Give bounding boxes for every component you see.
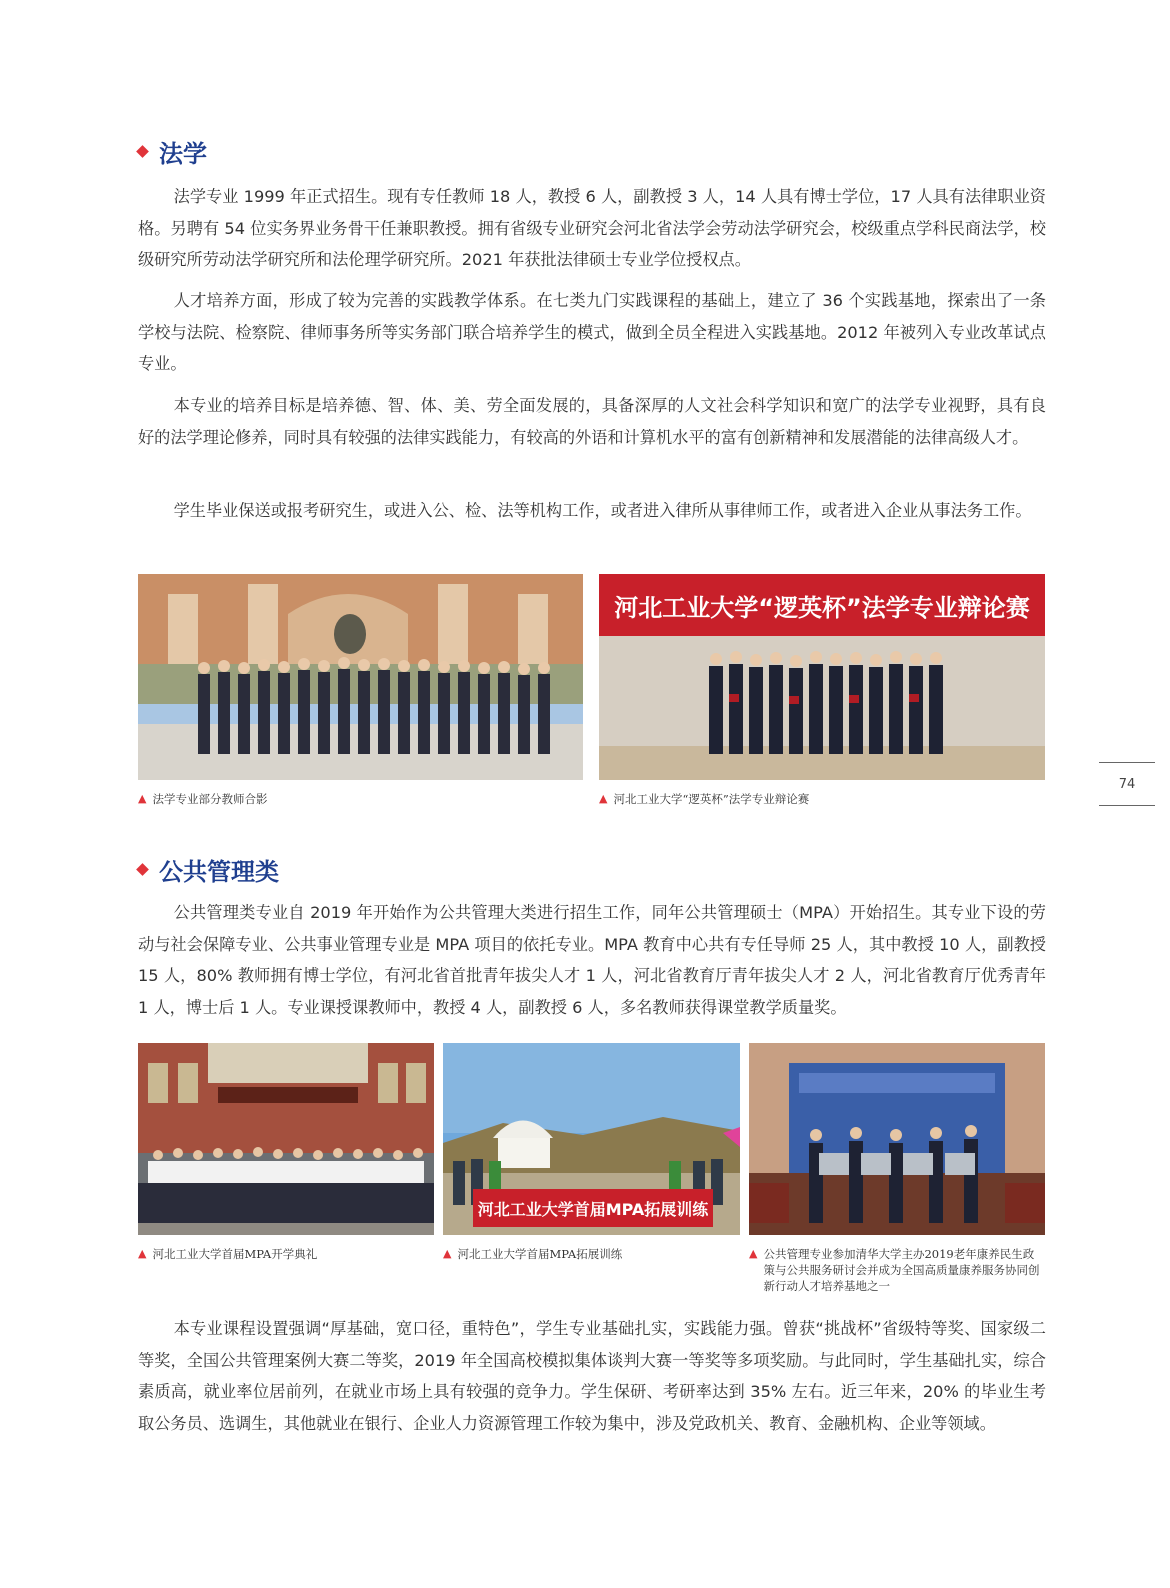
public-admin-photo-caption-1: ▲ 河北工业大学首届MPA开学典礼 bbox=[138, 1247, 318, 1261]
debate-banner-text: 河北工业大学“逻英杯”法学专业辩论赛 bbox=[614, 594, 1030, 622]
triangle-marker-icon: ▲ bbox=[138, 1247, 147, 1260]
training-banner-text: 河北工业大学首届MPA拓展训练 bbox=[477, 1200, 709, 1219]
section-title-public-admin bbox=[138, 852, 279, 887]
law-photo-caption-1: ▲ 法学专业部分教师合影 bbox=[138, 792, 268, 806]
law-paragraph-3: 本专业的培养目标是培养德、智、体、美、劳全面发展的，具备深厚的人文社会科学知识和宽广的法学专业视野，具有良好的法学理论修养，同时具有较强的法律实践能力，有较高的外语和计算机水平的富有创新精神和发展潜能的法律高级人才。 bbox=[138, 396, 1046, 447]
mpa-opening-ceremony-photo bbox=[138, 1043, 434, 1235]
law-paragraph-4: 学生毕业保送或报考研究生，或进入公、检、法等机构工作，或者进入律所从事律师工作，或者进入企业从事法务工作。 bbox=[173, 501, 1032, 520]
section-title-text: 法学 bbox=[159, 140, 207, 168]
page-number: 74 bbox=[1099, 762, 1155, 806]
public-admin-paragraph-1: 公共管理类专业自 2019 年开始作为公共管理大类进行招生工作，同年公共管理硕士（MPA）开始招生。其专业下设的劳动与社会保障专业、公共事业管理专业是 MPA 项目的依托专业。MPA 教育中心共有专任导师 25 人，其中教授 10 人，副教授 15 人，80% 教师拥有博士学位，有河北省首批青年拔尖人才 1 人，河北省教育厅青年拔尖人才 2 人，河北省教育厅优秀青年 1 人，博士后 1 人。专业课授课教师中，教授 4 人，副教授 6 人，多名教师获得课堂教学质量奖。 bbox=[138, 903, 1046, 1017]
diamond-bullet-icon bbox=[136, 145, 149, 158]
triangle-marker-icon: ▲ bbox=[599, 792, 608, 805]
section-title-text: 公共管理类 bbox=[159, 858, 279, 886]
section-title-law bbox=[138, 134, 207, 169]
law-paragraph-1: 法学专业 1999 年正式招生。现有专任教师 18 人，教授 6 人，副教授 3 人，14 人具有博士学位，17 人具有法律职业资格。另聘有 54 位实务界业务骨干任兼职教授。拥有省级专业研究会河北省法学会劳动法学研究会，校级重点学科民商法学，校级研究所劳动法学研究所和法伦理学研究所。2021 年获批法律硕士专业学位授权点。 bbox=[138, 187, 1046, 269]
public-admin-photo-caption-2: ▲ 河北工业大学首届MPA拓展训练 bbox=[443, 1247, 623, 1261]
diamond-bullet-icon bbox=[136, 863, 149, 876]
law-faculty-group-photo bbox=[138, 574, 583, 780]
triangle-marker-icon: ▲ bbox=[443, 1247, 452, 1260]
law-paragraph-2: 人才培养方面，形成了较为完善的实践教学体系。在七类九门实践课程的基础上，建立了 36 个实践基地，探索出了一条学校与法院、检察院、律师事务所等实务部门联合培养学生的模式，做到全员全程进入实践基地。2012 年被列入专业改革试点专业。 bbox=[138, 291, 1046, 373]
triangle-marker-icon: ▲ bbox=[749, 1247, 758, 1260]
law-photo-caption-2: ▲ 河北工业大学“逻英杯”法学专业辩论赛 bbox=[599, 792, 810, 806]
tsinghua-seminar-photo bbox=[749, 1043, 1045, 1235]
public-admin-photo-caption-3: ▲ 公共管理专业参加清华大学主办2019老年康养民生政策与公共服务研讨会并成为全国高质量康养服务协同创新行动人才培养基地之一 bbox=[749, 1247, 1040, 1293]
public-admin-paragraph-2: 本专业课程设置强调“厚基础，宽口径，重特色”，学生专业基础扎实，实践能力强。曾获“挑战杯”省级特等奖、国家级二等奖，全国公共管理案例大赛二等奖，2019 年全国高校模拟集体谈判大赛一等奖等多项奖励。与此同时，学生基础扎实，综合素质高，就业率位居前列，在就业市场上具有较强的竞争力。学生保研、考研率达到 35% 左右。近三年来，20% 的毕业生考取公务员、选调生，其他就业在银行、企业人力资源管理工作较为集中，涉及党政机关、教育、金融机构、企业等领域。 bbox=[138, 1319, 1046, 1433]
triangle-marker-icon: ▲ bbox=[138, 792, 147, 805]
mpa-outdoor-training-photo bbox=[443, 1043, 740, 1235]
law-debate-photo bbox=[599, 574, 1045, 780]
